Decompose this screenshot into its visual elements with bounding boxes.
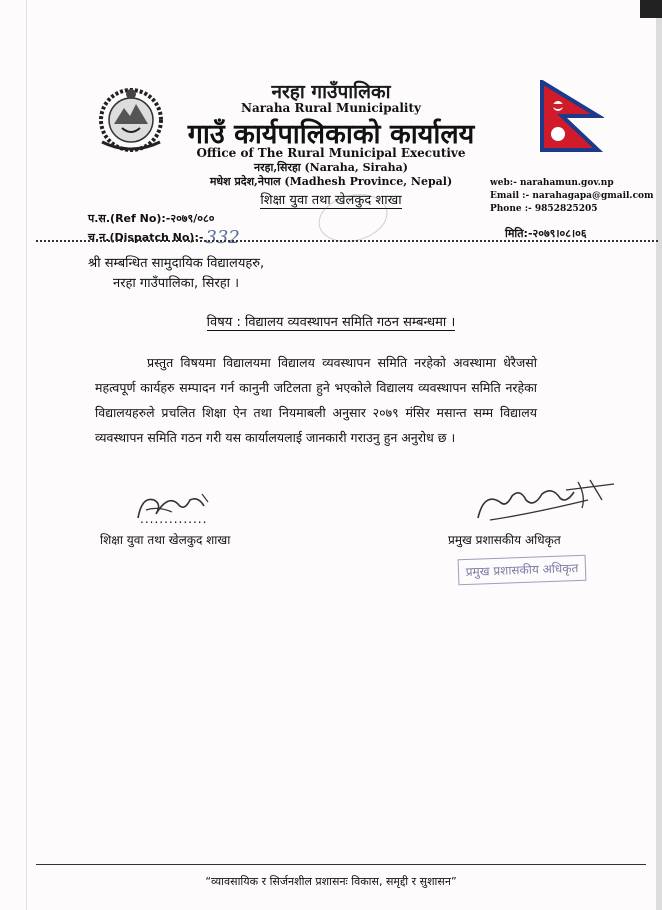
footer-motto: “व्यावसायिक र सिर्जनशील प्रशासनः विकास, समृद्दी र सुशासन” <box>205 875 457 888</box>
letter-body: प्रस्तुत विषयमा विद्यालयमा विद्यालय व्यवस्थापन समिति नरहेको अवस्थामा धेरैजसो महत्वपूर्ण कार्यहरु सम्पादन गर्न कानुनी जटिलता हुने भएकोले विद्यालय व्यवस्थापन समिति नरहेका विद्यालयहरुले प्रचलित शिक्षा ऐन तथा नियमाबली अनुसार २०७९ मंसिर मसान्त सम्म विद्यालय व्यवस्थापन समिति गठन गरी यस कार्यालयलाई जानकारी गराउनु हुन अनुरोध छ । <box>95 355 537 445</box>
municipality-name-english: Naraha Rural Municipality <box>240 101 421 115</box>
dispatch-number <box>88 227 240 248</box>
contact-email: Email :- narahagapa@gmail.com <box>490 191 654 201</box>
subject-text: विषय : विद्यालय व्यवस्थापन समिति गठन सम्बन्धमा । <box>206 315 456 330</box>
left-signatory-title: शिक्षा युवा तथा खेलकुद शाखा <box>100 533 231 547</box>
branch-name-text: शिक्षा युवा तथा खेलकुद शाखा <box>260 193 402 208</box>
dispatch-handwritten-number: 332 <box>205 227 240 248</box>
reference-number: प.स.(Ref No):-२०७९/०८० <box>88 212 215 225</box>
footer-divider <box>36 864 646 865</box>
contact-phone: Phone :- 9852825205 <box>490 204 598 214</box>
left-signature-dots: .............. <box>140 512 208 526</box>
address-line-1: नरहा,सिरहा (Naraha, Siraha) <box>254 161 408 174</box>
contact-web: web:- narahamun.gov.np <box>490 178 614 188</box>
dispatch-label: च.न.(Dispatch No):- <box>88 231 204 244</box>
recipient-line-1: श्री सम्बन्धित सामुदायिक विद्यालयहरु, <box>88 256 265 271</box>
recipient-line-2: नरहा गाउँपालिका, सिरहा । <box>113 276 240 291</box>
right-signature <box>470 478 620 528</box>
contact-block <box>490 177 654 216</box>
right-signatory-title: प्रमुख प्रशासकीय अधिकृत <box>448 533 561 547</box>
designation-stamp: प्रमुख प्रशासकीय अधिकृत <box>458 555 587 585</box>
header-divider <box>36 240 658 242</box>
municipality-name-nepali: नरहा गाउँपालिका <box>271 81 391 103</box>
subject-line <box>0 312 662 330</box>
letter-date: मिति:-२०७९।०८।०६ <box>505 227 587 240</box>
address-line-2: मधेश प्रदेश,नेपाल (Madhesh Province, Nepal) <box>209 175 453 188</box>
office-name-nepali: गाउँ कार्यपालिकाको कार्यालय <box>187 119 475 150</box>
office-name-english: Office of The Rural Municipal Executive <box>196 146 466 160</box>
scan-corner-mark <box>640 0 662 18</box>
